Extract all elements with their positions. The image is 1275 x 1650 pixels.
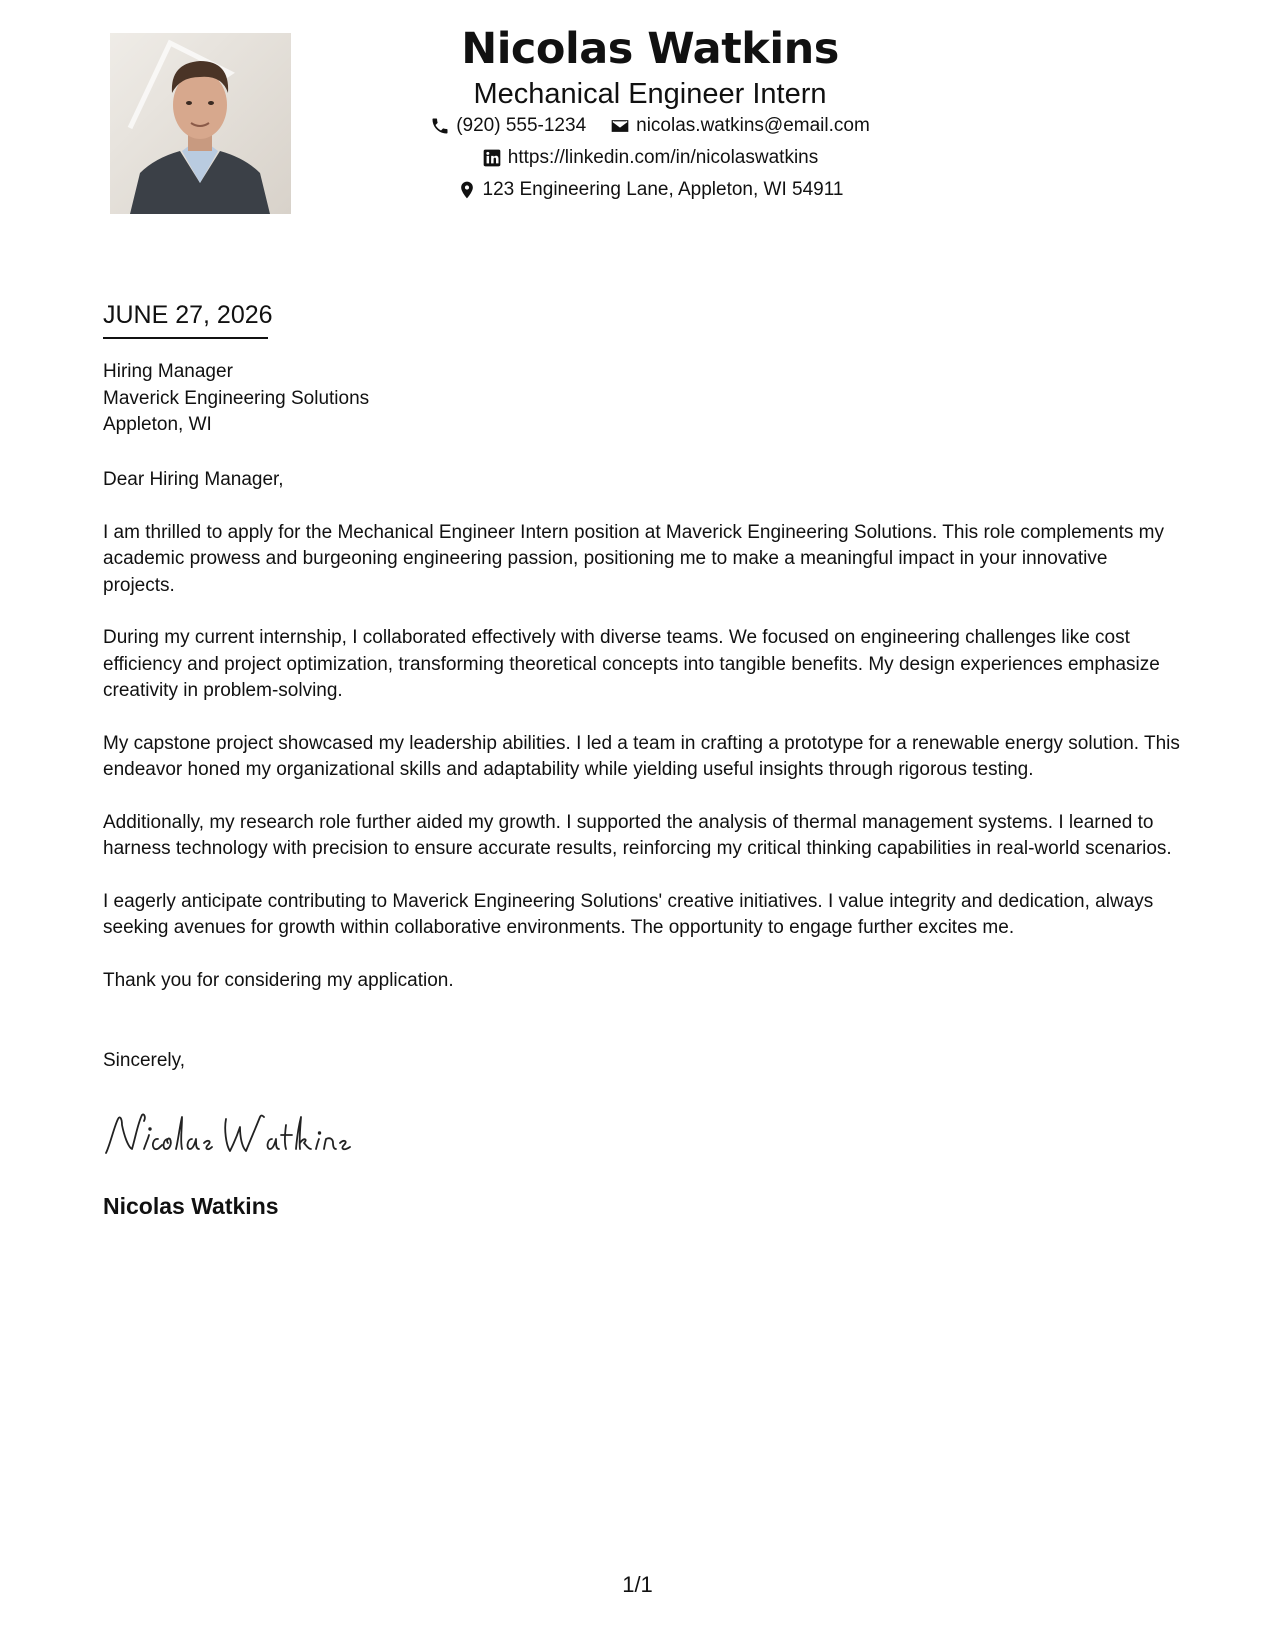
applicant-title: Mechanical Engineer Intern bbox=[473, 78, 827, 110]
date-underline bbox=[103, 337, 268, 339]
body-paragraph: Additionally, my research role further aided my growth. I supported the analysis of thermal management systems. I learned to harness technology with precision to ensure accurate results, reinforcing my critical thinking capabilities in real-world scenarios. bbox=[103, 811, 1172, 859]
letter-date-block bbox=[103, 298, 273, 339]
linkedin-icon bbox=[482, 148, 502, 168]
mailing-address: 123 Engineering Lane, Appleton, WI 54911 bbox=[482, 179, 844, 200]
phone-number[interactable]: (920) 555-1234 bbox=[456, 115, 587, 136]
profile-photo bbox=[110, 33, 291, 214]
closing: Sincerely, bbox=[103, 1050, 186, 1071]
body-paragraph: I am thrilled to apply for the Mechanical Engineer Intern position at Maverick Engineering Solutions. This role complements my academic prowess and burgeoning engineering passion, positioning me to make a meaningful impact in your innovative projects. bbox=[103, 521, 1165, 596]
recipient-location: Appleton, WI bbox=[103, 414, 212, 435]
phone-icon bbox=[430, 116, 450, 136]
body-paragraph: I eagerly anticipate contributing to Maverick Engineering Solutions' creative initiatives. I value integrity and dedication, always seeking avenues for growth within collaborative environments. The opportunity to engage further excites me. bbox=[103, 890, 1154, 938]
body-paragraph: During my current internship, I collaborated effectively with diverse teams. We focused on engineering challenges like cost efficiency and project optimization, transforming theoretical concepts into tangible benefits. My design experiences emphasize creativity in problem-solving. bbox=[103, 627, 1160, 701]
signer-name: Nicolas Watkins bbox=[103, 1193, 279, 1219]
contact-line-phone-email bbox=[300, 110, 1000, 142]
handwritten-signature bbox=[100, 1105, 370, 1165]
envelope-icon bbox=[610, 116, 630, 136]
salutation: Dear Hiring Manager, bbox=[103, 469, 284, 490]
letter-date: JUNE 27, 2026 bbox=[103, 301, 273, 329]
page-number: 1/1 bbox=[622, 1572, 653, 1597]
contact-line-address bbox=[300, 174, 1000, 206]
contact-line-linkedin bbox=[300, 142, 1000, 174]
body-paragraph: Thank you for considering my application. bbox=[103, 969, 454, 991]
recipient-company: Maverick Engineering Solutions bbox=[103, 387, 370, 409]
body-paragraph: My capstone project showcased my leadership abilities. I led a team in crafting a prototype for a renewable energy solution. This endeavor honed my organizational skills and adaptability while yielding useful insights through rigorous testing. bbox=[103, 732, 1180, 780]
recipient-block bbox=[103, 359, 369, 439]
letter-header bbox=[300, 20, 1000, 206]
map-pin-icon bbox=[457, 180, 477, 200]
recipient-name: Hiring Manager bbox=[103, 361, 233, 382]
linkedin-url[interactable]: https://linkedin.com/in/nicolaswatkins bbox=[507, 147, 819, 168]
letter-body bbox=[103, 467, 1183, 1020]
applicant-name: Nicolas Watkins bbox=[461, 24, 839, 74]
email-address[interactable]: nicolas.watkins@email.com bbox=[636, 115, 870, 136]
